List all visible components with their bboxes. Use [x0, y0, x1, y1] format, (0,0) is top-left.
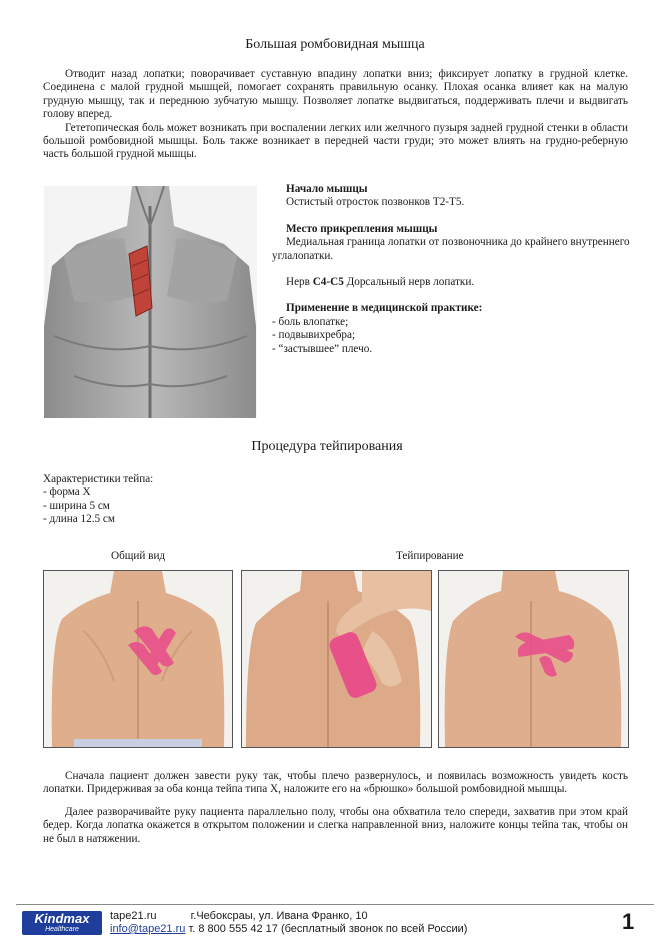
tape-item: - ширина 5 см: [43, 499, 110, 512]
origin-heading: Начало мышцы: [286, 183, 368, 195]
procedure-title: Процедура тейпирования: [251, 439, 403, 454]
nerve-code: С4-С5: [312, 276, 344, 289]
caption-taping: Тейпирование: [396, 550, 464, 562]
photo-general-view: [43, 570, 233, 748]
nerve-line: [272, 276, 632, 289]
usage-heading: Применение в медицинской практике:: [286, 302, 483, 315]
usage-item: - подвывихребра;: [272, 329, 356, 342]
brand-name: Kindmax: [34, 911, 90, 926]
nerve-prefix: Нерв: [286, 276, 313, 289]
instruction-paragraph-1: Сначала пациент должен завести руку так, чтобы плечо развернулось, и появилась возможность увидеть кость лопатки. Придерживая за оба конца тейпа типа Х, наложите его на «брюшко» большой ромбовидной мышцы.: [43, 770, 628, 796]
tape-item: - длина 12.5 см: [43, 513, 115, 526]
intro-section: [43, 68, 628, 162]
caption-general-view: Общий вид: [111, 550, 166, 562]
back-muscles-drawing: [44, 186, 257, 418]
usage-item: - “застывшее” плечо.: [272, 342, 373, 355]
tape-characteristics: [43, 473, 153, 527]
photo-taping-result: [438, 570, 629, 748]
address-text: г.Чебоксраы, ул. Ивана Франко, 10: [190, 910, 368, 922]
phone-text: т. 8 800 555 42 17 (бесплатный звонок по всей России): [185, 923, 468, 935]
intro-paragraph-1: Отводит назад лопатки; поворачивает суставную впадину лопатки вниз; фиксирует лопатку в грудной клетке. Соединена с малой грудной мышцей, помогает сохранять правильную осанку. Плохая осанка влияет как на малую грудную мышцу, так и переднюю зубчатую мышцу. Позволяет лопатке выдвигаться, поддерживать плечи и выдвигать голову вперед.: [43, 68, 628, 121]
intro-paragraph-2: Гететопическая боль может возникать при воспалении легких или желчного пузыря задней грудной стенки в области большой ромбовидной мышцы. Боль также возникает в передней части груди; это может влиять на грудно-реберную часть большой грудной мышцы.: [43, 121, 628, 161]
instruction-paragraph-2: Далее разворачивайте руку пациента параллельно полу, чтобы она обхватила тело спереди, захватив при этом край бедер. Когда лопатка окажется в открытом положении и слегка направленной вниз, наложите концы тейпа так, чтобы он не был в натяжении.: [43, 805, 628, 845]
brand-tagline: Healthcare: [45, 926, 79, 933]
usage-item: - боль влопатке;: [272, 315, 349, 328]
footer-contacts: [110, 910, 467, 936]
site-link[interactable]: tape21.ru: [110, 910, 157, 922]
footer-divider: [16, 904, 654, 905]
brand-logo: [22, 911, 102, 935]
page-title: Большая ромбовидная мышца: [245, 37, 425, 52]
taping-application-photo: [242, 571, 431, 747]
nerve-text: Дорсальный нерв лопатки.: [343, 276, 475, 289]
tape-heading: Характеристики тейпа:: [43, 473, 154, 485]
footer-row-2: [110, 923, 467, 936]
page-number: 1: [622, 909, 635, 934]
muscle-info: [272, 183, 632, 356]
back-with-tape-photo: [44, 571, 232, 747]
footer-row-1: [110, 910, 467, 923]
insertion-heading: Место прикрепления мышцы: [286, 222, 438, 235]
origin-text: Остистый отросток позвонков Т2-Т5.: [286, 196, 465, 209]
photo-taping-step: [241, 570, 432, 748]
email-link[interactable]: info@tape21.ru: [110, 923, 186, 935]
tape-item: - форма Х: [43, 486, 91, 499]
anatomy-illustration: [44, 186, 257, 418]
insertion-text: Медиальная граница лопатки от позвоночника до крайнего внутреннего углалопатки.: [272, 236, 630, 262]
back-result-photo: [439, 571, 628, 747]
instructions-section: [43, 770, 628, 846]
